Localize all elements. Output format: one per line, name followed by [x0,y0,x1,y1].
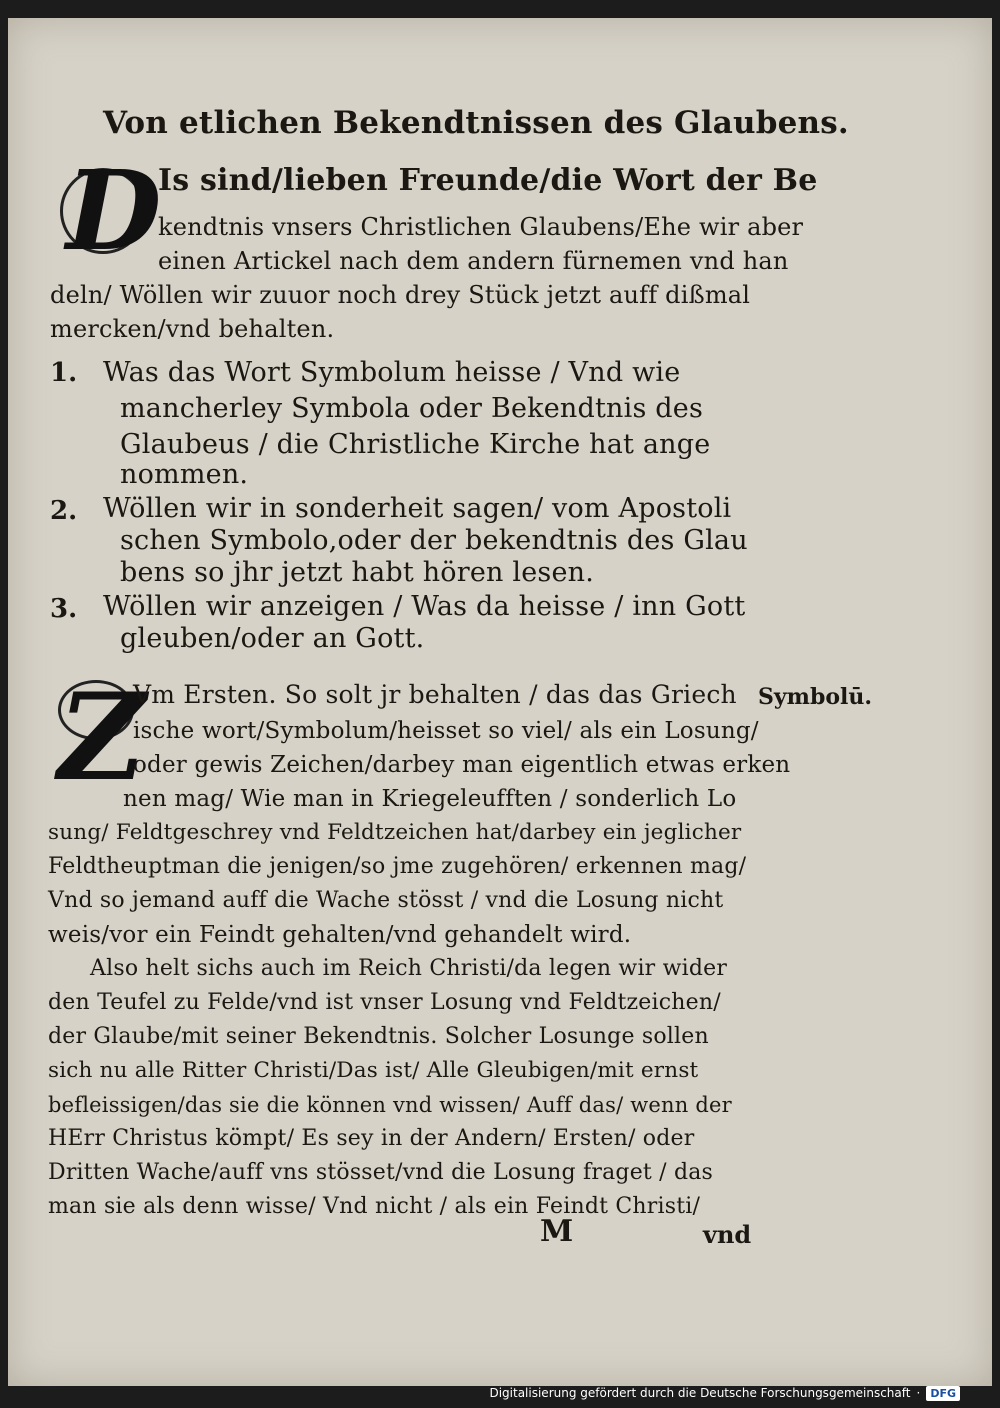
marginal-note: Symbolū. [758,684,873,710]
intro-line-1: Is sind/lieben Freunde/die Wort der Be [158,163,818,198]
section-line-6: Feldtheuptman die jenigen/so jme zugehören/ erkennen mag/ [48,854,747,879]
book-page [8,18,992,1386]
list-item-1-line-4: nommen. [120,459,249,490]
list-number-1: 1. [50,358,78,388]
section-line-12: sich nu alle Ritter Christi/Das ist/ Alle Gleubigen/mit ernst [48,1058,699,1083]
drop-cap-initial-z: Z [58,667,146,808]
section-line-3: oder gewis Zeichen/darbey man eigentlich etwas erken [133,752,791,778]
list-item-1-line-2: mancherley Symbola oder Bekendtnis des [120,393,704,424]
footer-separator: · [916,1386,921,1400]
signature-mark: M [540,1214,574,1249]
section-line-1: Vm Ersten. So solt jr behalten / das das Griech [133,680,737,709]
intro-line-3: einen Artickel nach dem andern fürnemen vnd han [158,247,789,275]
section-line-7: Vnd so jemand auff die Wache stösst / vnd die Losung nicht [48,888,724,913]
dfg-logo: DFG [926,1386,960,1401]
section-line-16: man sie als denn wisse/ Vnd nicht / als ein Feindt Christi/ [48,1194,701,1219]
section-line-8: weis/vor ein Feindt gehalten/vnd gehandelt wird. [48,922,632,948]
list-item-2-line-3: bens so jhr jetzt habt hören lesen. [120,557,595,588]
list-number-3: 3. [50,594,78,624]
section-line-10: den Teufel zu Felde/vnd ist vnser Losung vnd Feldtzeichen/ [48,990,721,1015]
footer-credit [489,1384,960,1402]
list-item-1-line-3: Glaubeus / die Christliche Kirche hat ange [120,429,711,460]
drop-cap-initial-d: D [66,146,162,275]
footer-text: Digitalisierung gefördert durch die Deutsche Forschungsgemeinschaft [489,1386,911,1400]
section-line-13: befleissigen/das sie die können vnd wissen/ Auff das/ wenn der [48,1093,732,1117]
page-heading: Von etlichen Bekendtnissen des Glaubens. [103,105,849,141]
intro-line-5: mercken/vnd behalten. [50,315,335,343]
catchword: vnd [703,1220,752,1249]
section-line-2: ische wort/Symbolum/heisset so viel/ als ein Losung/ [133,718,759,744]
list-number-2: 2. [50,496,78,526]
section-line-11: der Glaube/mit seiner Bekendtnis. Solcher Losunge sollen [48,1024,709,1049]
section-line-14: HErr Christus kömpt/ Es sey in der Andern/ Ersten/ oder [48,1126,695,1151]
section-line-15: Dritten Wache/auff vns stösset/vnd die Losung fraget / das [48,1160,714,1185]
list-item-2-line-2: schen Symbolo,oder der bekendtnis des Glau [120,525,748,556]
intro-line-2: kendtnis vnsers Christlichen Glaubens/Ehe wir aber [158,213,804,241]
list-item-3-line-2: gleuben/oder an Gott. [120,623,425,654]
section-line-9: Also helt sichs auch im Reich Christi/da legen wir wider [90,956,728,981]
list-item-2-line-1: Wöllen wir in sonderheit sagen/ vom Apostoli [103,493,732,524]
list-item-1-line-1: Was das Wort Symbolum heisse / Vnd wie [103,357,681,388]
section-line-5: sung/ Feldtgeschrey vnd Feldtzeichen hat/darbey ein jeglicher [48,820,742,845]
list-item-3-line-1: Wöllen wir anzeigen / Was da heisse / inn Gott [103,591,746,622]
intro-line-4: deln/ Wöllen wir zuuor noch drey Stück jetzt auff dißmal [50,281,751,309]
section-line-4: nen mag/ Wie man in Kriegeleufften / sonderlich Lo [123,786,737,812]
